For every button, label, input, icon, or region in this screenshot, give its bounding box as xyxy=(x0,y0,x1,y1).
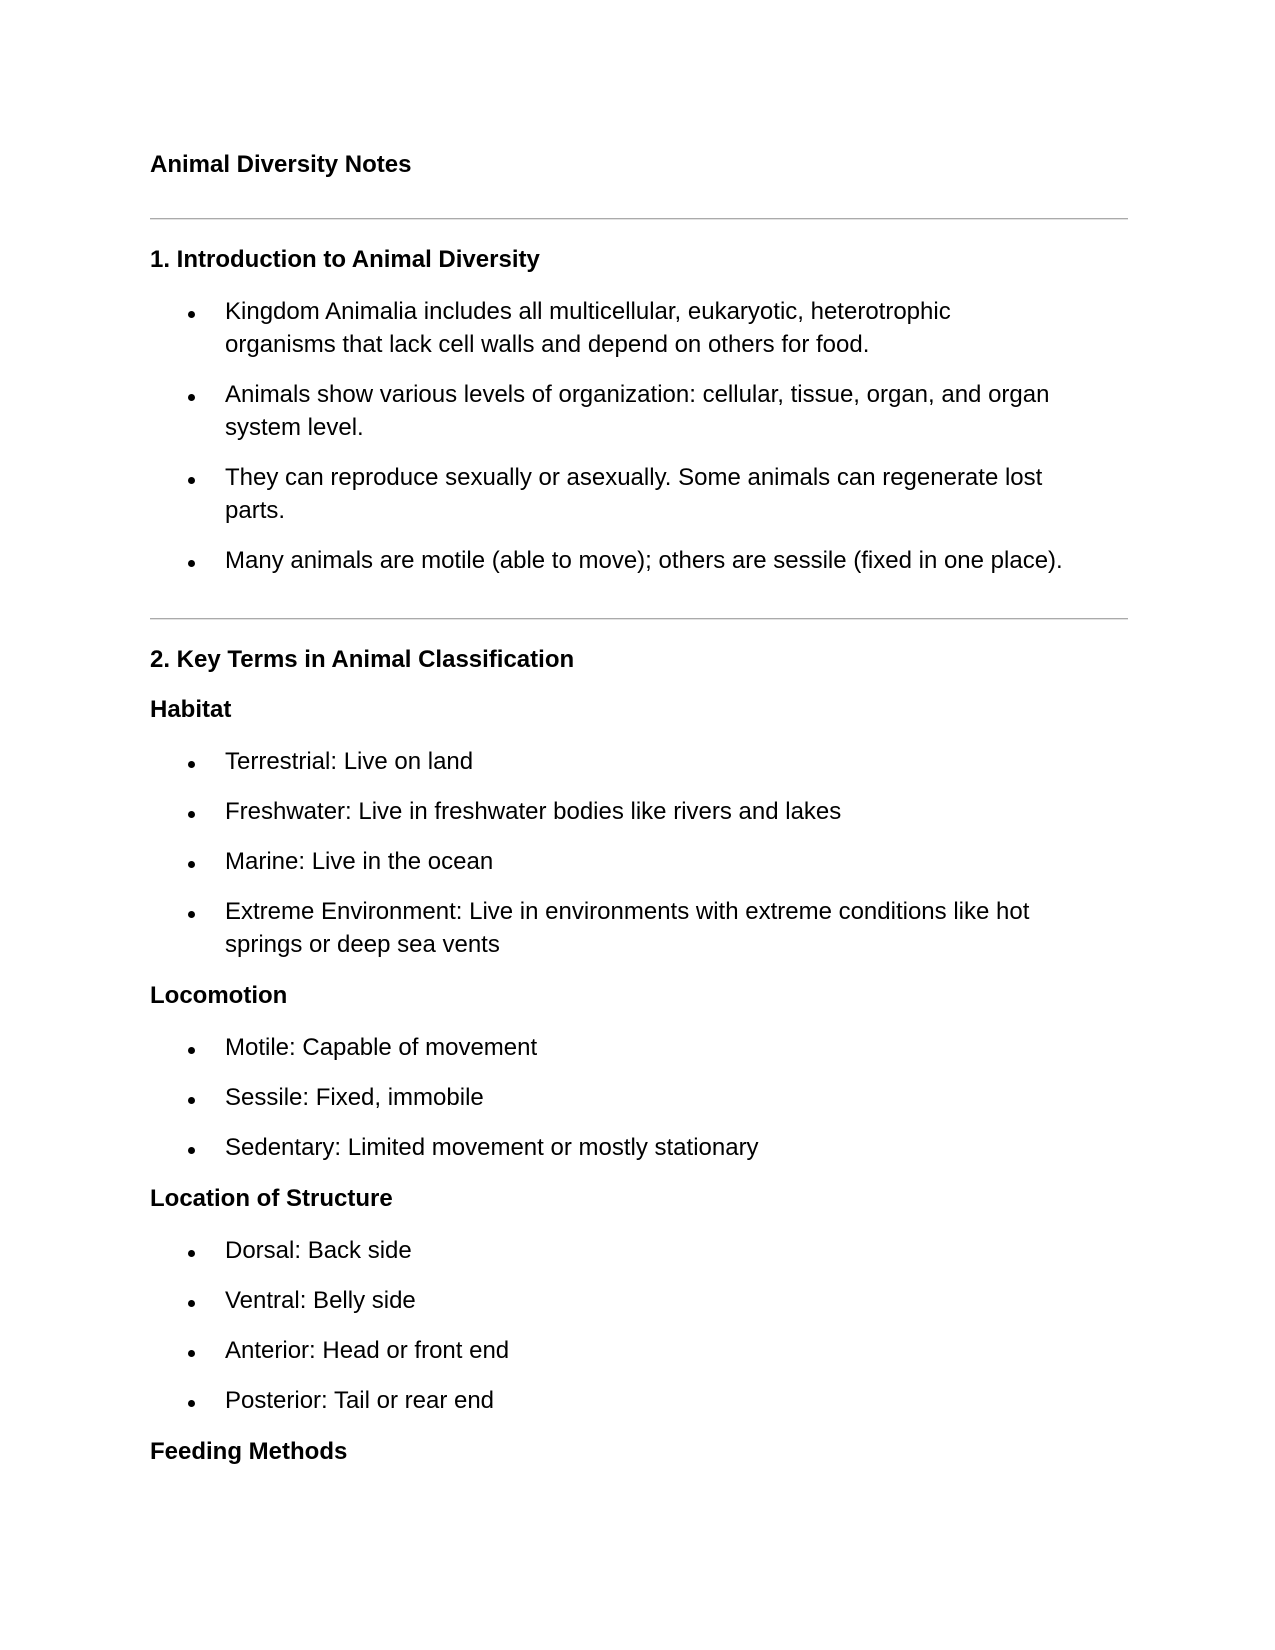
bullet-icon xyxy=(188,1250,195,1257)
list-item-text: Sedentary: Limited movement or mostly stationary xyxy=(225,1134,759,1161)
list-item xyxy=(150,1031,1065,1064)
list-item xyxy=(150,1081,1065,1114)
bullet-list xyxy=(150,1031,1130,1164)
list-item xyxy=(150,895,1065,961)
list-item-text: Terrestrial: Live on land xyxy=(225,748,474,775)
bullet-list xyxy=(150,1234,1130,1417)
list-item-text: Motile: Capable of movement xyxy=(225,1034,538,1061)
subheading-location-of-structure: Location of Structure xyxy=(150,1185,393,1212)
list-item xyxy=(150,1234,1065,1267)
bullet-icon xyxy=(188,1350,195,1357)
list-item-text: Extreme Environment: Live in environments with extreme conditions like hot springs or deep sea vents xyxy=(225,898,1030,958)
list-item-text: They can reproduce sexually or asexually. Some animals can regenerate lost parts. xyxy=(225,464,1043,524)
list-item xyxy=(150,1334,1065,1367)
subheading-habitat: Habitat xyxy=(150,696,232,723)
divider xyxy=(150,218,1128,220)
list-item xyxy=(150,745,1065,778)
list-item-text: Marine: Live in the ocean xyxy=(225,848,494,875)
list-item xyxy=(150,544,1065,577)
bullet-icon xyxy=(188,911,195,918)
list-item-text: Ventral: Belly side xyxy=(225,1287,416,1314)
list-item xyxy=(150,845,1065,878)
bullet-icon xyxy=(188,311,195,318)
bullet-icon xyxy=(188,1097,195,1104)
document-title: Animal Diversity Notes xyxy=(150,151,412,178)
list-item xyxy=(150,1131,1065,1164)
list-item-text: Animals show various levels of organization: cellular, tissue, organ, and organ system level. xyxy=(225,381,1050,441)
list-item xyxy=(150,295,1065,361)
bullet-icon xyxy=(188,811,195,818)
bullet-icon xyxy=(188,861,195,868)
bullet-icon xyxy=(188,761,195,768)
section-heading: 2. Key Terms in Animal Classification xyxy=(150,646,575,673)
bullet-icon xyxy=(188,477,195,484)
divider xyxy=(150,618,1128,620)
list-item xyxy=(150,1384,1065,1417)
section-key-terms xyxy=(150,645,1130,1487)
bullet-icon xyxy=(188,560,195,567)
bullet-icon xyxy=(188,394,195,401)
list-item xyxy=(150,1284,1065,1317)
list-item-text: Kingdom Animalia includes all multicellular, eukaryotic, heterotrophic organisms that lack cell walls and depend on others for food. xyxy=(225,298,951,358)
bullet-list xyxy=(150,295,1130,577)
bullet-icon xyxy=(188,1300,195,1307)
list-item-text: Sessile: Fixed, immobile xyxy=(225,1084,484,1111)
bullet-icon xyxy=(188,1400,195,1407)
section-heading: 1. Introduction to Animal Diversity xyxy=(150,246,540,273)
list-item-text: Many animals are motile (able to move); others are sessile (fixed in one place). xyxy=(225,547,1063,574)
section-introduction xyxy=(150,245,1130,597)
subheading-locomotion: Locomotion xyxy=(150,982,288,1009)
bullet-icon xyxy=(188,1047,195,1054)
list-item xyxy=(150,378,1065,444)
list-item-text: Dorsal: Back side xyxy=(225,1237,412,1264)
subheading-feeding-methods: Feeding Methods xyxy=(150,1438,348,1465)
list-item-text: Posterior: Tail or rear end xyxy=(225,1387,495,1414)
bullet-icon xyxy=(188,1147,195,1154)
list-item-text: Anterior: Head or front end xyxy=(225,1337,510,1364)
bullet-list xyxy=(150,745,1130,961)
list-item xyxy=(150,795,1065,828)
list-item-text: Freshwater: Live in freshwater bodies like rivers and lakes xyxy=(225,798,842,825)
list-item xyxy=(150,461,1065,527)
